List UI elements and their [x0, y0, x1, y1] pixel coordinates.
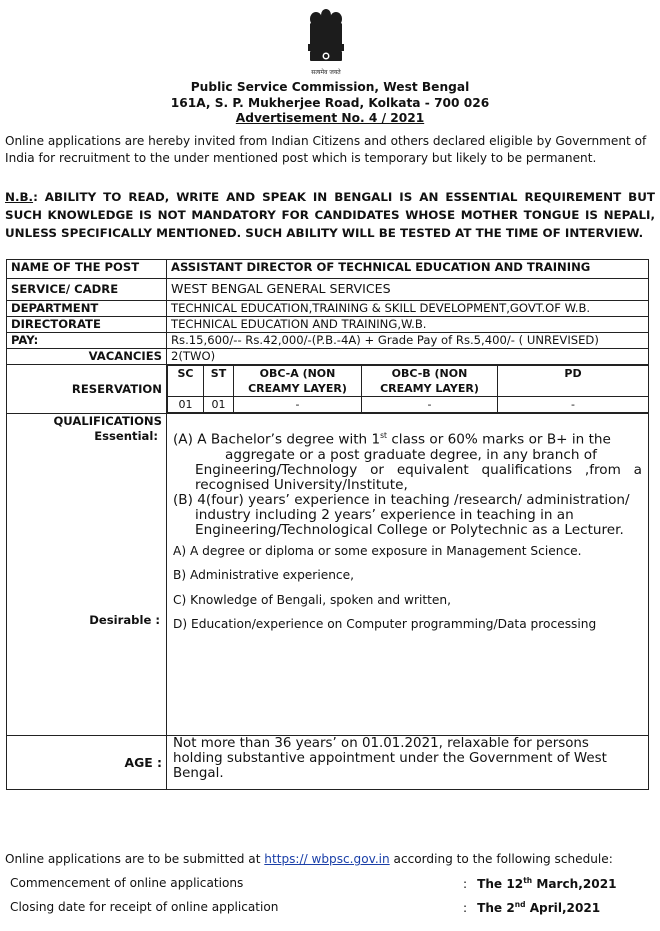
wbpsc-link[interactable]: https:// wbpsc.gov.in — [264, 852, 390, 866]
essential-a-line-4: recognised University/Institute, — [195, 476, 408, 493]
desirable-item: C) Knowledge of Bengali, spoken and written, — [173, 592, 452, 607]
nb-text: : ABILITY TO READ, WRITE AND SPEAK IN BENGALI IS AN ESSENTIAL REQUIREMENT BUT SUCH KNOWLEDGE IS NOT MANDATORY FOR CANDIDATES WHOSE MOTHER TONGUE IS NEPALI, UNLESS SPECIFICALLY MENTIONED. SUCH ABILITY WILL BE TESTED AT THE TIME OF INTERVIEW. — [5, 190, 655, 240]
essential-label: Essential: — [94, 429, 158, 443]
footer-line — [5, 852, 613, 866]
nb-paragraph — [5, 188, 655, 242]
post-details-table — [6, 259, 649, 790]
commission-address: 161A, S. P. Mukherjee Road, Kolkata - 700 026 — [170, 96, 490, 110]
res-header-obc-b: OBC-B (NON CREAMY LAYER) — [362, 366, 498, 397]
age-label: AGE : — [7, 736, 167, 790]
qualifications-label: QUALIFICATIONS — [53, 414, 162, 428]
qualifications-label-cell — [7, 414, 167, 736]
desirable-item: D) Education/experience on Computer programming/Data processing — [173, 617, 597, 632]
essential-b-line-2: industry including 2 years’ experience in teaching in an — [195, 506, 574, 523]
schedule-closing-label: Closing date for receipt of online application — [10, 900, 279, 914]
vacancies-label: VACANCIES — [7, 349, 167, 365]
commission-name: Public Service Commission, West Bengal — [190, 80, 470, 94]
state-emblem — [296, 4, 356, 82]
advertisement-number: Advertisement No. 4 / 2021 — [235, 111, 425, 125]
schedule-closing-date: : The 2nd April,2021 — [463, 900, 601, 916]
res-value-pd: - — [498, 397, 649, 413]
res-value-obc-b: - — [362, 397, 498, 413]
essential-b-line-3: Engineering/Technological College or Polytechnic as a Lecturer. — [195, 521, 624, 538]
essential-a-line-3: Engineering/Technology or equivalent qualifications ,from a — [195, 461, 642, 478]
res-header-pd: PD — [498, 366, 649, 397]
service-label: SERVICE/ CADRE — [7, 279, 167, 301]
post-value: ASSISTANT DIRECTOR OF TECHNICAL EDUCATION AND TRAINING — [167, 260, 649, 279]
directorate-value: TECHNICAL EDUCATION AND TRAINING,W.B. — [167, 317, 649, 333]
essential-a-line-1: (A) A Bachelor’s degree with 1st class or 60% marks or B+ in the — [173, 431, 611, 448]
age-value: Not more than 36 years’ on 01.01.2021, relaxable for persons holding substantive appointment under the Government of West Bengal. — [167, 736, 649, 790]
desirable-list — [173, 539, 642, 637]
reservation-table — [167, 365, 648, 413]
res-value-obc-a: - — [234, 397, 362, 413]
service-value: WEST BENGAL GENERAL SERVICES — [167, 279, 649, 301]
directorate-label: DIRECTORATE — [7, 317, 167, 333]
qualifications-cell — [167, 414, 649, 736]
res-header-st: ST — [204, 366, 234, 397]
res-header-sc: SC — [168, 366, 204, 397]
desirable-label: Desirable : — [89, 613, 160, 627]
intro-paragraph: Online applications are hereby invited from Indian Citizens and others declared eligible by Government of India for recruitment to the under mentioned post which is temporary but likely to be permanent. — [5, 134, 647, 165]
pay-label: PAY: — [7, 333, 167, 349]
desirable-item: A) A degree or diploma or some exposure in Management Science. — [173, 543, 582, 558]
essential-a-line-2: aggregate or a post graduate degree, in any branch of — [225, 446, 597, 463]
vacancies-value: 2(TWO) — [167, 349, 649, 365]
department-value: TECHNICAL EDUCATION,TRAINING & SKILL DEVELOPMENT,GOVT.OF W.B. — [167, 301, 649, 317]
schedule-commencement-date: : The 12th March,2021 — [463, 876, 617, 892]
schedule-commencement-label: Commencement of online applications — [10, 876, 244, 890]
nb-key: N.B. — [5, 190, 34, 204]
essential-b-line-1: (B) 4(four) years’ experience in teaching /research/ administration/ — [173, 491, 630, 508]
reservation-label: RESERVATION — [7, 365, 167, 414]
footer-suffix: according to the following schedule: — [389, 852, 613, 866]
reservation-cell — [167, 365, 649, 414]
res-value-st: 01 — [204, 397, 234, 413]
department-label: DEPARTMENT — [7, 301, 167, 317]
emblem-caption: सत्यमेव जयते — [311, 69, 341, 76]
res-value-sc: 01 — [168, 397, 204, 413]
pay-value: Rs.15,600/-- Rs.42,000/-(P.B.-4A) + Grade Pay of Rs.5,400/- ( UNREVISED) — [167, 333, 649, 349]
desirable-item: B) Administrative experience, — [173, 568, 354, 583]
post-label: NAME OF THE POST — [7, 260, 167, 279]
res-header-obc-a: OBC-A (NON CREAMY LAYER) — [234, 366, 362, 397]
footer-prefix: Online applications are to be submitted at — [5, 852, 265, 866]
